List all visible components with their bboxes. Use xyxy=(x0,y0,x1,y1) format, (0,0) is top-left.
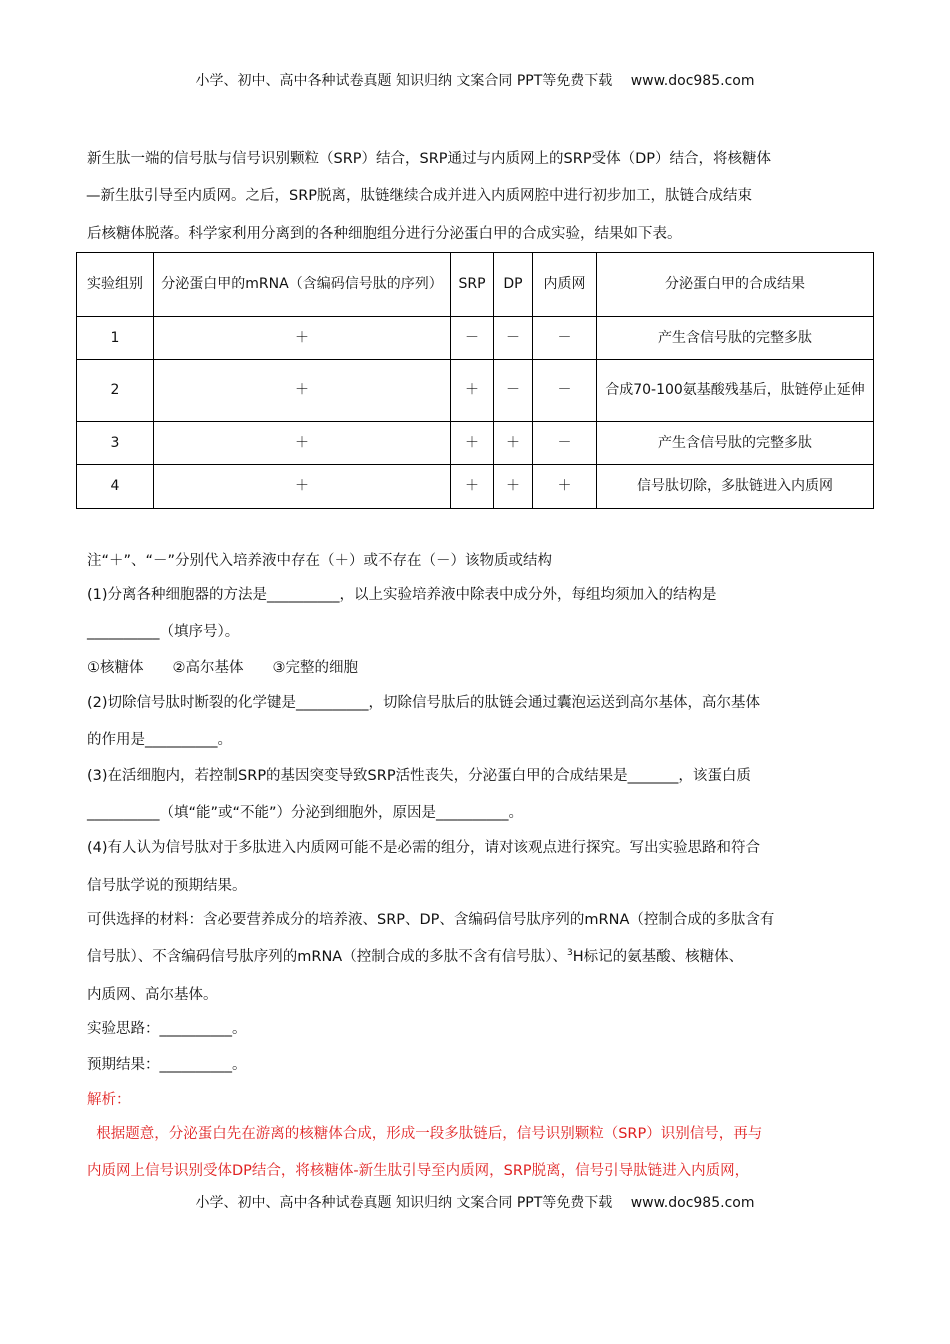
header-cell: SRP xyxy=(451,253,494,317)
analysis-line: 根据题意，分泌蛋白先在游离的核糖体合成，形成一段多肽链后，信号识别颗粒（SRP）识别信号，再与 xyxy=(87,1126,763,1142)
cell: － xyxy=(533,422,597,465)
header-cell: 内质网 xyxy=(533,253,597,317)
page-header: 小学、初中、高中各种试卷真题 知识归纳 文案合同 PPT等免费下载 www.doc985.com xyxy=(195,73,755,89)
cell: 1 xyxy=(77,317,154,360)
question-line: __________（填序号）。 xyxy=(87,624,240,640)
header-cell: 分泌蛋白甲的mRNA（含编码信号肽的序列） xyxy=(154,253,451,317)
question-line: __________（填“能”或“不能”）分泌到细胞外，原因是__________。 xyxy=(87,805,524,821)
question-line: (3)在活细胞内，若控制SRP的基因突变导致SRP活性丧失，分泌蛋白甲的合成结果是_______，该蛋白质 xyxy=(87,768,751,784)
cell: ＋ xyxy=(494,465,533,509)
cell: 4 xyxy=(77,465,154,509)
cell: ＋ xyxy=(533,465,597,509)
cell: － xyxy=(451,317,494,360)
cell: ＋ xyxy=(451,422,494,465)
cell: ＋ xyxy=(154,317,451,360)
question-line: (1)分离各种细胞器的方法是__________，以上实验培养液中除表中成分外，每组均须加入的结构是 xyxy=(87,587,717,603)
analysis-title: 解析： xyxy=(87,1092,131,1108)
table-row xyxy=(77,422,874,465)
materials-line: 可供选择的材料：含必要营养成分的培养液、SRP、DP、含编码信号肽序列的mRNA（控制合成的多肽含有 xyxy=(87,912,775,928)
cell: － xyxy=(533,317,597,360)
question-line: (4)有人认为信号肽对于多肽进入内质网可能不是必需的组分，请对该观点进行探究。写出实验思路和符合 xyxy=(87,840,761,856)
answer-line: 预期结果：__________。 xyxy=(87,1057,247,1073)
intro-line: —新生肽引导至内质网。之后，SRP脱离，肽链继续合成并进入内质网腔中进行初步加工，肽链合成结束 xyxy=(86,188,753,204)
cell: 信号肽切除，多肽链进入内质网 xyxy=(597,465,874,509)
header-cell: 分泌蛋白甲的合成结果 xyxy=(597,253,874,317)
cell: ＋ xyxy=(451,465,494,509)
table-header-row xyxy=(77,253,874,317)
cell: 产生含信号肽的完整多肽 xyxy=(597,422,874,465)
table-row xyxy=(77,465,874,509)
results-table xyxy=(76,252,874,509)
cell: ＋ xyxy=(451,360,494,422)
cell: 2 xyxy=(77,360,154,422)
cell: 产生含信号肽的完整多肽 xyxy=(597,317,874,360)
cell: － xyxy=(533,360,597,422)
answer-line: 实验思路：__________。 xyxy=(87,1021,247,1037)
cell: － xyxy=(494,317,533,360)
analysis-line: 内质网上信号识别受体DP结合，将核糖体-新生肽引导至内质网，SRP脱离，信号引导肽链进入内质网， xyxy=(87,1163,750,1179)
materials-line: 内质网、高尔基体。 xyxy=(87,987,218,1003)
cell: ＋ xyxy=(494,422,533,465)
materials-line xyxy=(87,945,743,966)
cell: 3 xyxy=(77,422,154,465)
cell: ＋ xyxy=(154,465,451,509)
text: 信号肽）、不含编码信号肽序列的mRNA（控制合成的多肽不含有信号肽）、 xyxy=(87,949,567,965)
options-line: ①核糖体 ②高尔基体 ③完整的细胞 xyxy=(87,660,358,676)
table-row xyxy=(77,360,874,422)
cell: ＋ xyxy=(154,360,451,422)
intro-line: 后核糖体脱落。科学家利用分离到的各种细胞组分进行分泌蛋白甲的合成实验，结果如下表。 xyxy=(87,226,682,242)
table-row xyxy=(77,317,874,360)
superscript: 3 xyxy=(566,948,573,959)
intro-line: 新生肽一端的信号肽与信号识别颗粒（SRP）结合，SRP通过与内质网上的SRP受体（DP）结合，将核糖体 xyxy=(87,151,771,167)
page-footer: 小学、初中、高中各种试卷真题 知识归纳 文案合同 PPT等免费下载 www.doc985.com xyxy=(195,1195,755,1211)
cell: － xyxy=(494,360,533,422)
header-cell: DP xyxy=(494,253,533,317)
header-cell: 实验组别 xyxy=(77,253,154,317)
table-note: 注“＋”、“－”分别代入培养液中存在（＋）或不存在（－）该物质或结构 xyxy=(87,553,553,569)
question-line: 信号肽学说的预期结果。 xyxy=(87,878,247,894)
cell: 合成70-100氨基酸残基后，肽链停止延伸 xyxy=(597,360,874,422)
question-line: (2)切除信号肽时断裂的化学键是__________，切除信号肽后的肽链会通过囊泡运送到高尔基体，高尔基体 xyxy=(87,695,761,711)
text: H标记的氨基酸、核糖体、 xyxy=(572,949,744,965)
question-line: 的作用是__________。 xyxy=(87,732,232,748)
cell: ＋ xyxy=(154,422,451,465)
